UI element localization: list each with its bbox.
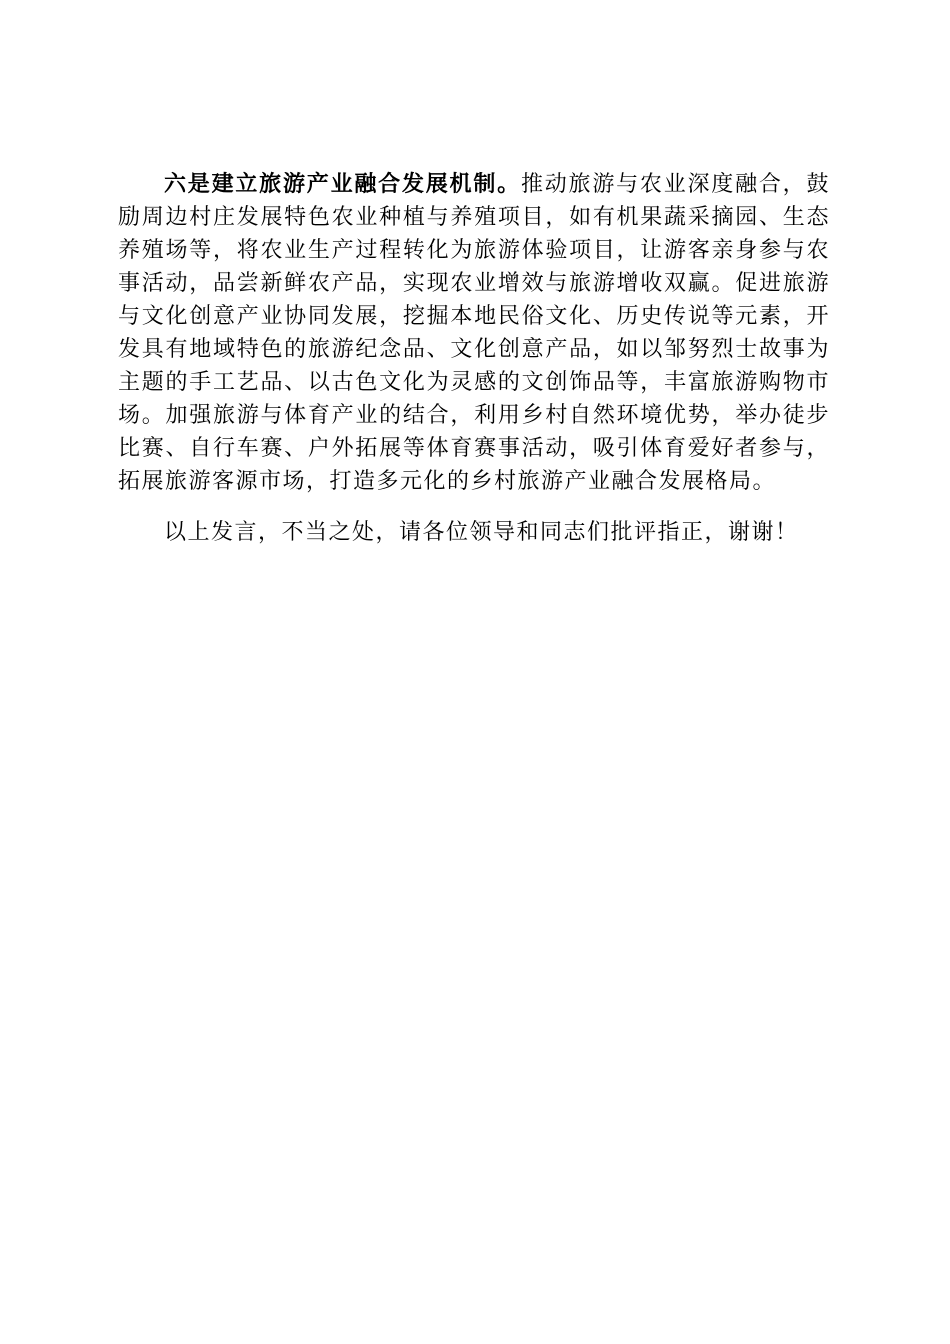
paragraph-industry-integration [118,168,830,498]
paragraph-lead-heading: 六是建立旅游产业融合发展机制。 [164,171,521,197]
document-page [118,168,830,549]
paragraph-closing-remarks [118,516,830,549]
paragraph-body-text: 推动旅游与农业深度融合，鼓励周边村庄发展特色农业种植与养殖项目，如有机果蔬采摘园、生态养殖场等，将农业生产过程转化为旅游体验项目，让游客亲身参与农事活动，品尝新鲜农产品，实现农业增效与旅游增收双赢。促进旅游与文化创意产业协同发展，挖掘本地民俗文化、历史传说等元素，开发具有地域特色的旅游纪念品、文化创意产品，如以邹努烈士故事为主题的手工艺品、以古色文化为灵感的文创饰品等，丰富旅游购物市场。加强旅游与体育产业的结合，利用乡村自然环境优势，举办徒步比赛、自行车赛、户外拓展等体育赛事活动，吸引体育爱好者参与，拓展旅游客源市场，打造多元化的乡村旅游产业融合发展格局。 [118,172,830,494]
closing-remarks-text: 以上发言，不当之处，请各位领导和同志们批评指正，谢谢！ [164,520,799,545]
